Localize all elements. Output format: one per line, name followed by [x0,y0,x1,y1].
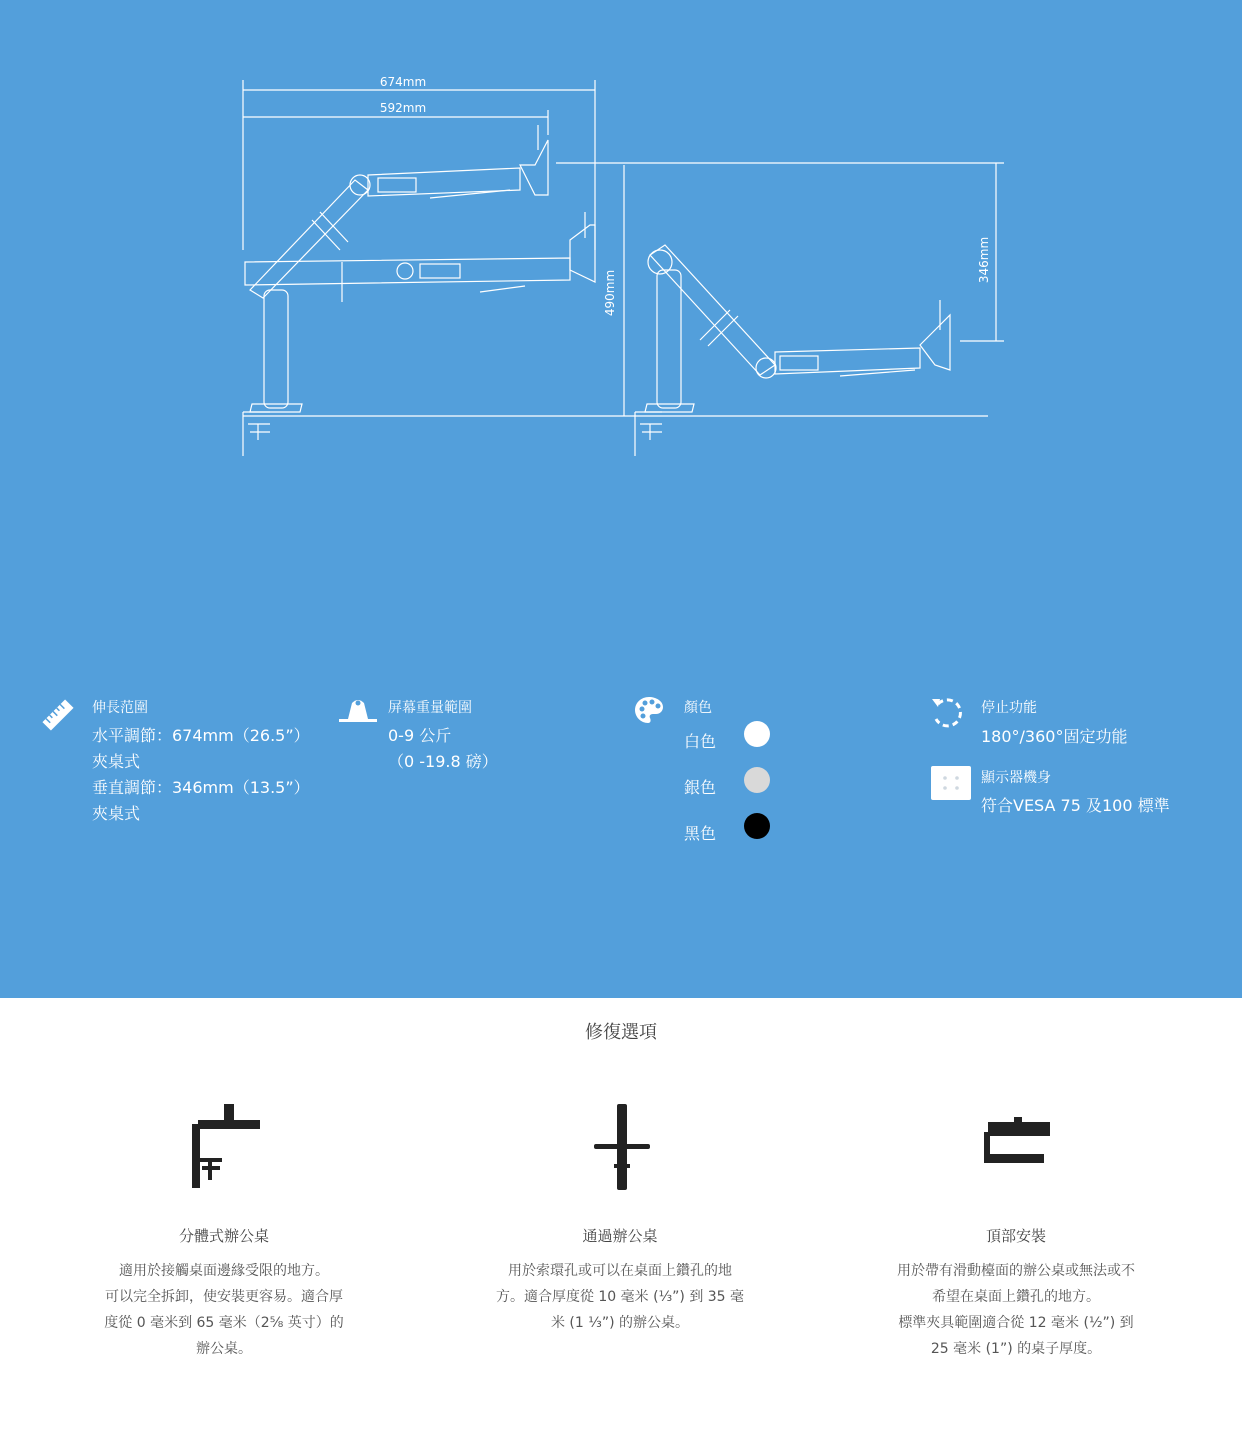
rotate-icon [930,695,966,731]
top-mount-title: 頂部安裝 [985,1227,1046,1245]
reach-line-2: 夾桌式 [92,752,141,771]
dimension-592-label: 592mm [379,101,427,115]
dimension-674-label: 674mm [379,75,427,89]
vesa-title: 顯示器機身 [981,770,1051,786]
palette-icon [634,695,664,725]
ruler-icon [40,697,76,733]
top-mount-line-1: 用於帶有滑動檯面的辦公桌或無法或不 [897,1263,1135,1279]
mount-option-split-desk [94,1225,354,1362]
desk-clamp-icon [190,1102,262,1192]
split-desk-title: 分體式辦公桌 [178,1227,269,1245]
color-black-label: 黑色 [684,824,717,843]
reach-line-4: 夾桌式 [92,804,141,823]
color-silver-label: 銀色 [684,778,717,797]
mount-option-through-desk [490,1225,750,1336]
monitor-arm-dimension-diagram [0,0,1242,480]
top-mount-icon [982,1116,1052,1166]
colors-title: 顏色 [684,700,712,716]
split-desk-line-4: 辦公桌。 [196,1341,252,1357]
through-desk-icon [592,1102,652,1192]
split-desk-line-3: 度從 0 毫米到 65 毫米（2⅝ 英寸）的 [104,1315,344,1331]
top-mount-line-3: 標準夾具範圍適合從 12 毫米 (½”) 到 [898,1315,1134,1331]
through-desk-line-2: 方。適合厚度從 10 毫米 (⅓”) 到 35 毫 [495,1289,745,1305]
reach-line-3: 垂直調節：346mm（13.5”） [92,778,310,797]
weight-icon [338,695,378,725]
dimension-346-label: 346mm [977,236,991,284]
stop-title: 停止功能 [981,700,1037,716]
split-desk-line-1: 適用於接觸桌面邊緣受限的地方。 [119,1263,329,1279]
top-mount-line-2: 希望在桌面上鑽孔的地方。 [932,1289,1100,1305]
weight-line-2: （0 -19.8 磅） [388,752,498,771]
through-desk-title: 通過辦公桌 [582,1227,658,1245]
through-desk-line-3: 米 (1 ⅓”) 的辦公桌。 [550,1315,689,1331]
through-desk-line-1: 用於索環孔或可以在桌面上鑽孔的地 [508,1263,732,1279]
reach-title: 伸長范圍 [92,700,148,716]
mount-option-top-mount [886,1225,1146,1362]
color-white-swatch[interactable] [744,721,770,747]
vesa-line: 符合VESA 75 及100 標準 [981,796,1170,815]
color-silver-swatch[interactable] [744,767,770,793]
color-white-label: 白色 [684,732,717,751]
weight-line-1: 0-9 公斤 [388,726,452,745]
split-desk-line-2: 可以完全拆卸，使安裝更容易。適合厚 [105,1289,343,1305]
stop-line: 180°/360°固定功能 [981,727,1128,746]
top-mount-line-4: 25 毫米 (1”) 的桌子厚度。 [930,1341,1102,1357]
mount-options-title: 修復選項 [585,1022,657,1043]
dimension-490-label: 490mm [603,269,617,317]
reach-line-1: 水平調節：674mm（26.5”） [92,726,310,745]
color-black-swatch[interactable] [744,813,770,839]
vesa-icon [931,766,971,800]
weight-title: 屏幕重量範圍 [388,700,472,716]
